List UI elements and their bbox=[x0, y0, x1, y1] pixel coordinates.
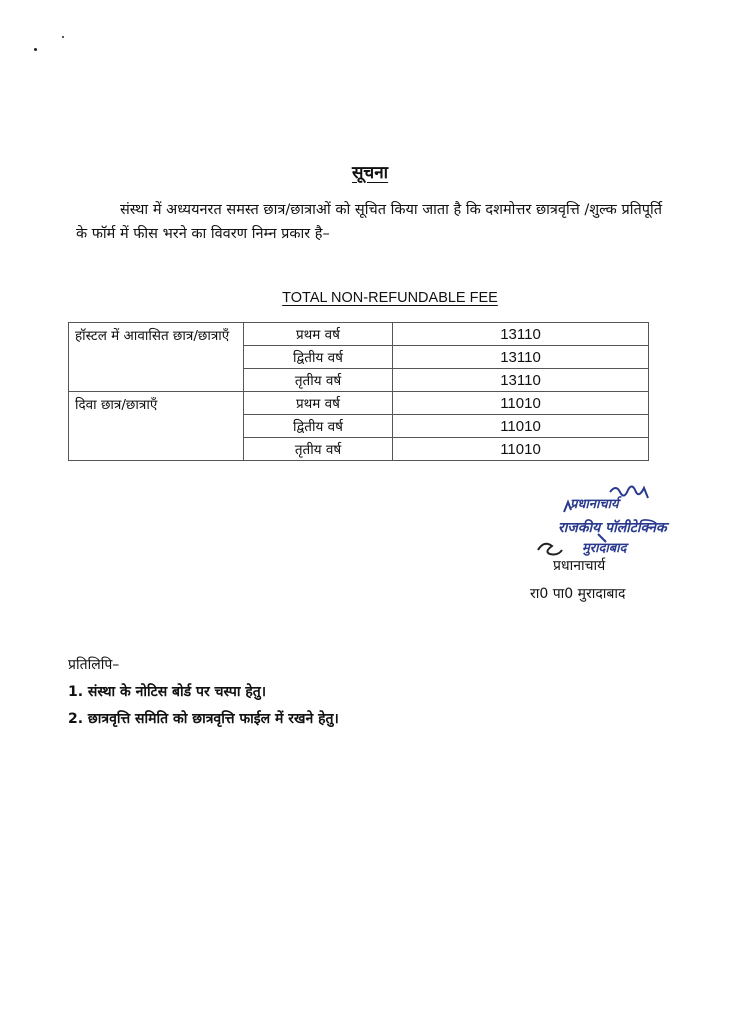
fee-cell: 11010 bbox=[393, 415, 649, 438]
group-label: दिवा छात्र/छात्राएँ bbox=[69, 392, 244, 461]
list-item: 2. छात्रवृत्ति समिति को छात्रवृत्ति फाईल में रखने हेतु। bbox=[68, 711, 339, 727]
scan-speck bbox=[34, 48, 37, 51]
fee-cell: 11010 bbox=[393, 438, 649, 461]
copy-section bbox=[68, 652, 339, 733]
stamp-line-3: मुरादाबाद bbox=[582, 541, 627, 556]
group-label: हॉस्टल में आवासित छात्र/छात्राएँ bbox=[69, 323, 244, 392]
fee-cell: 13110 bbox=[393, 323, 649, 346]
notice-body: संस्था में अध्ययनरत समस्त छात्र/छात्राओं को सूचित किया जाता है कि दशमोत्तर छात्रवृत्ति /शुल्क प्रतिपूर्ति के फॉर्म में फीस भरने का विवरण निम्न प्रकार है– bbox=[76, 202, 662, 242]
scan-speck bbox=[62, 36, 64, 38]
stamp-line-1: प्रधानाचार्य bbox=[570, 497, 619, 512]
fee-table-heading: TOTAL NON-REFUNDABLE FEE bbox=[282, 290, 498, 306]
table-row bbox=[69, 323, 649, 346]
year-cell: प्रथम वर्ष bbox=[244, 392, 393, 415]
fee-cell: 11010 bbox=[393, 392, 649, 415]
year-cell: तृतीय वर्ष bbox=[244, 369, 393, 392]
signatory-place: रा0 पा0 मुरादाबाद bbox=[530, 586, 626, 602]
year-cell: तृतीय वर्ष bbox=[244, 438, 393, 461]
year-cell: द्वितीय वर्ष bbox=[244, 346, 393, 369]
signature-stamp bbox=[520, 482, 720, 568]
stamp-line-2: राजकीय पॉलीटेक्निक bbox=[558, 520, 667, 536]
signatory-title: प्रधानाचार्य bbox=[553, 558, 606, 574]
copy-heading: प्रतिलिपि– bbox=[68, 657, 120, 673]
fee-cell: 13110 bbox=[393, 369, 649, 392]
table-row bbox=[69, 392, 649, 415]
fee-cell: 13110 bbox=[393, 346, 649, 369]
year-cell: प्रथम वर्ष bbox=[244, 323, 393, 346]
year-cell: द्वितीय वर्ष bbox=[244, 415, 393, 438]
notice-title: सूचना bbox=[351, 163, 389, 183]
fee-table bbox=[68, 322, 649, 461]
list-item: 1. संस्था के नोटिस बोर्ड पर चस्पा हेतु। bbox=[68, 684, 267, 700]
